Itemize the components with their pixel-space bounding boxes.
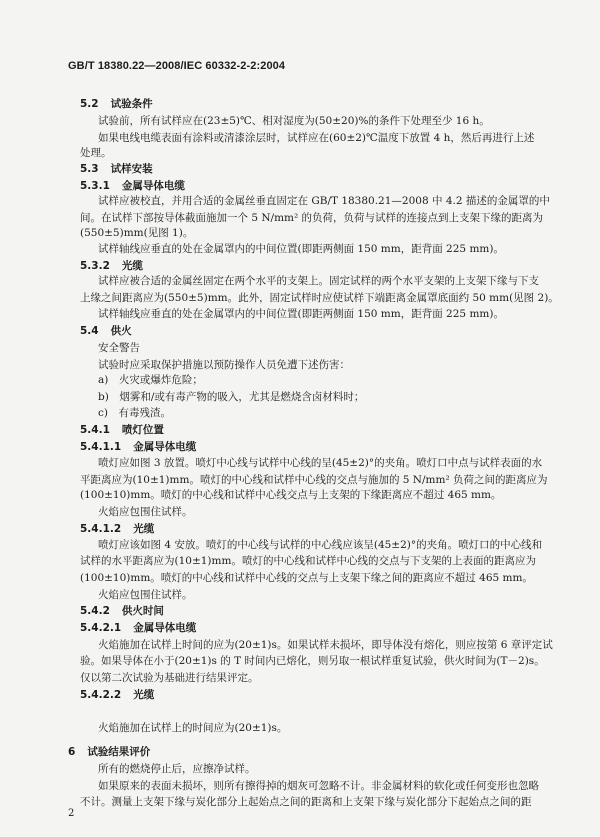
section-number: 5.4.2.1	[80, 622, 122, 634]
line-text: 火焰应包围住试样。	[98, 506, 193, 518]
line-text: 火焰应包围住试样。	[98, 589, 193, 601]
section-heading	[80, 97, 600, 111]
section-number: 5.4	[80, 325, 99, 337]
text-line	[98, 307, 600, 321]
line-text: 喷灯应该如图 4 安放。喷灯的中心线与试样的中心线应该呈(45±2)°的夹角。喷灯口的中心线和	[98, 539, 543, 551]
section-title: 供火时间	[121, 605, 164, 617]
line-text: 试样轴线应垂直的处在金属罩内的中间位置(即距两侧面 150 mm，距背面 225 mm)。	[98, 243, 504, 255]
section-heading	[80, 604, 600, 618]
text-line	[98, 779, 600, 793]
text-line	[98, 114, 600, 128]
section-number: 5.4.1	[80, 424, 110, 436]
line-text: 火焰施加在试样上的时间应为(20±1)s。	[98, 722, 288, 734]
text-line	[98, 588, 600, 602]
section-number: 6	[68, 746, 76, 758]
standard-header: GB/T 18380.22—2008/IEC 60332-2-2:2004	[68, 60, 286, 72]
text-line	[98, 341, 600, 355]
section-heading	[80, 259, 600, 273]
section-heading	[80, 621, 600, 635]
text-line	[98, 762, 600, 776]
text-line	[98, 505, 600, 519]
line-text: b) 烟雾和/或有毒产物的吸入，尤其是燃烧含卤材料时；	[98, 391, 365, 403]
line-text: 试样应被合适的金属丝固定在两个水平的支架上。固定试样的两个水平支架的上支架下缘与下支	[98, 275, 539, 287]
section-heading	[80, 688, 600, 702]
text-line	[80, 473, 600, 487]
section-title: 试验结果评价	[87, 746, 151, 758]
line-text: (550±5)mm(见图 1)。	[80, 227, 194, 239]
text-line	[80, 795, 600, 809]
line-text: 试验时应采取保护措施以预防操作人员免遭下述伤害：	[98, 359, 350, 371]
line-text: 仅以第二次试验为基础进行结果评定。	[80, 672, 259, 684]
line-text: 试样轴线应垂直的处在金属罩内的中间位置(即距两侧面 150 mm，距背面 225 mm)。	[98, 308, 504, 320]
text-line	[98, 406, 600, 420]
section-title: 光缆	[133, 523, 155, 535]
text-line	[80, 291, 600, 305]
text-line	[80, 554, 600, 568]
text-line	[80, 211, 600, 225]
section-number: 5.3.2	[80, 260, 110, 272]
text-line	[98, 131, 600, 145]
text-line	[80, 226, 600, 240]
section-number: 5.4.2	[80, 605, 110, 617]
section-number: 5.4.2.2	[80, 689, 122, 701]
page-number: 2	[68, 808, 75, 819]
text-line	[80, 654, 600, 668]
line-text: (100±10)mm。喷灯的中心线和试样中心线交点与上支架的下缘距离应不超过 465 mm。	[80, 489, 502, 501]
section-heading	[80, 522, 600, 536]
section-title: 供火	[110, 325, 132, 337]
section-number: 5.3	[80, 163, 99, 175]
line-text: 平距离应为(10±1)mm。喷灯的中心线和试样中心线的交点与施加的 5 N/mm² 负荷之间的距离应为	[80, 474, 548, 486]
text-line	[98, 358, 600, 372]
text-line	[98, 721, 600, 735]
text-line	[98, 390, 600, 404]
line-text: 间。在试样下部按导体截面施加一个 5 N/mm² 的负荷，负荷与试样的连接点到上支架下缘的距离为	[80, 212, 544, 224]
section-number: 5.4.1.2	[80, 523, 122, 535]
section-heading	[80, 440, 600, 454]
line-text: 处理。	[80, 147, 112, 159]
text-line	[98, 538, 600, 552]
line-text: 试样应被校直，并用合适的金属丝垂直固定在 GB/T 18380.21—2008 中 4.2 描述的金属罩的中	[98, 195, 550, 207]
line-text: 上缘之间距离应为(550±5)mm。此外，固定试样时应使试样下端距离金属罩底面约 50 mm(见图 2)。	[80, 292, 559, 304]
text-line	[80, 146, 600, 160]
section-number: 5.2	[80, 98, 99, 110]
section-number: 5.4.1.1	[80, 441, 122, 453]
line-text: 所有的燃烧停止后，应擦净试样。	[98, 763, 256, 775]
section-heading	[80, 423, 600, 437]
text-line	[80, 671, 600, 685]
section-heading	[80, 179, 600, 193]
text-line	[98, 194, 600, 208]
line-text: 不计。测量上支架下缘与炭化部分上起始点之间的距离和上支架下缘与炭化部分下起始点之间的距	[80, 796, 532, 808]
line-text: 如果原来的表面未损坏，则所有擦得掉的烟灰可忽略不计。非金属材料的软化或任何变形也忽略	[98, 780, 539, 792]
line-text: 安全警告	[98, 342, 140, 354]
text-line	[98, 242, 600, 256]
line-text: a) 火灾或爆炸危险；	[98, 374, 203, 386]
text-line	[80, 488, 600, 502]
line-text: 如果电线电缆表面有涂料或清漆涂层时，试样应在(60±2)℃温度下放置 4 h，然后再进行上述	[98, 132, 535, 144]
section-title: 光缆	[133, 689, 155, 701]
section-title: 试验条件	[110, 98, 153, 110]
text-line	[80, 571, 600, 585]
text-line	[98, 274, 600, 288]
text-line	[98, 638, 600, 652]
section-heading	[80, 324, 600, 338]
section-title: 喷灯位置	[121, 424, 164, 436]
text-line	[98, 456, 600, 470]
section-title: 金属导体电缆	[121, 180, 185, 192]
line-text: 试样的水平距离应为(10±1)mm。喷灯的中心线和试样中心线的交点与下支架的上表面的距离应为	[80, 555, 536, 567]
line-text: c) 有毒残渣。	[98, 407, 171, 419]
section-number: 5.3.1	[80, 180, 110, 192]
line-text: 试验前，所有试样应在(23±5)℃、相对湿度为(50±20)%的条件下处理至少 16 h。	[98, 115, 490, 127]
text-line	[98, 373, 600, 387]
line-text: (100±10)mm。喷灯的中心线和试样中心线的交点与上支架下缘之间的距离应不超过 465 mm。	[80, 572, 533, 584]
section-title: 光缆	[121, 260, 143, 272]
section-title: 试样安装	[110, 163, 153, 175]
line-text: 验。如果导体在小于(20±1)s 的 T 时间内已熔化，则另取一根试样重复试验，供火时间为(T－2)s。	[80, 655, 545, 667]
line-text: 火焰施加在试样上时间的应为(20±1)s。如果试样未损坏，即导体没有熔化，则应按第 6 章评定试	[98, 639, 553, 651]
section-heading	[68, 745, 600, 759]
section-title: 金属导体电缆	[133, 441, 197, 453]
line-text: 喷灯应如图 3 放置。喷灯中心线与试样中心线的呈(45±2)°的夹角。喷灯口中点与试样表面的水	[98, 457, 543, 469]
section-heading	[80, 162, 600, 176]
section-title: 金属导体电缆	[133, 622, 197, 634]
